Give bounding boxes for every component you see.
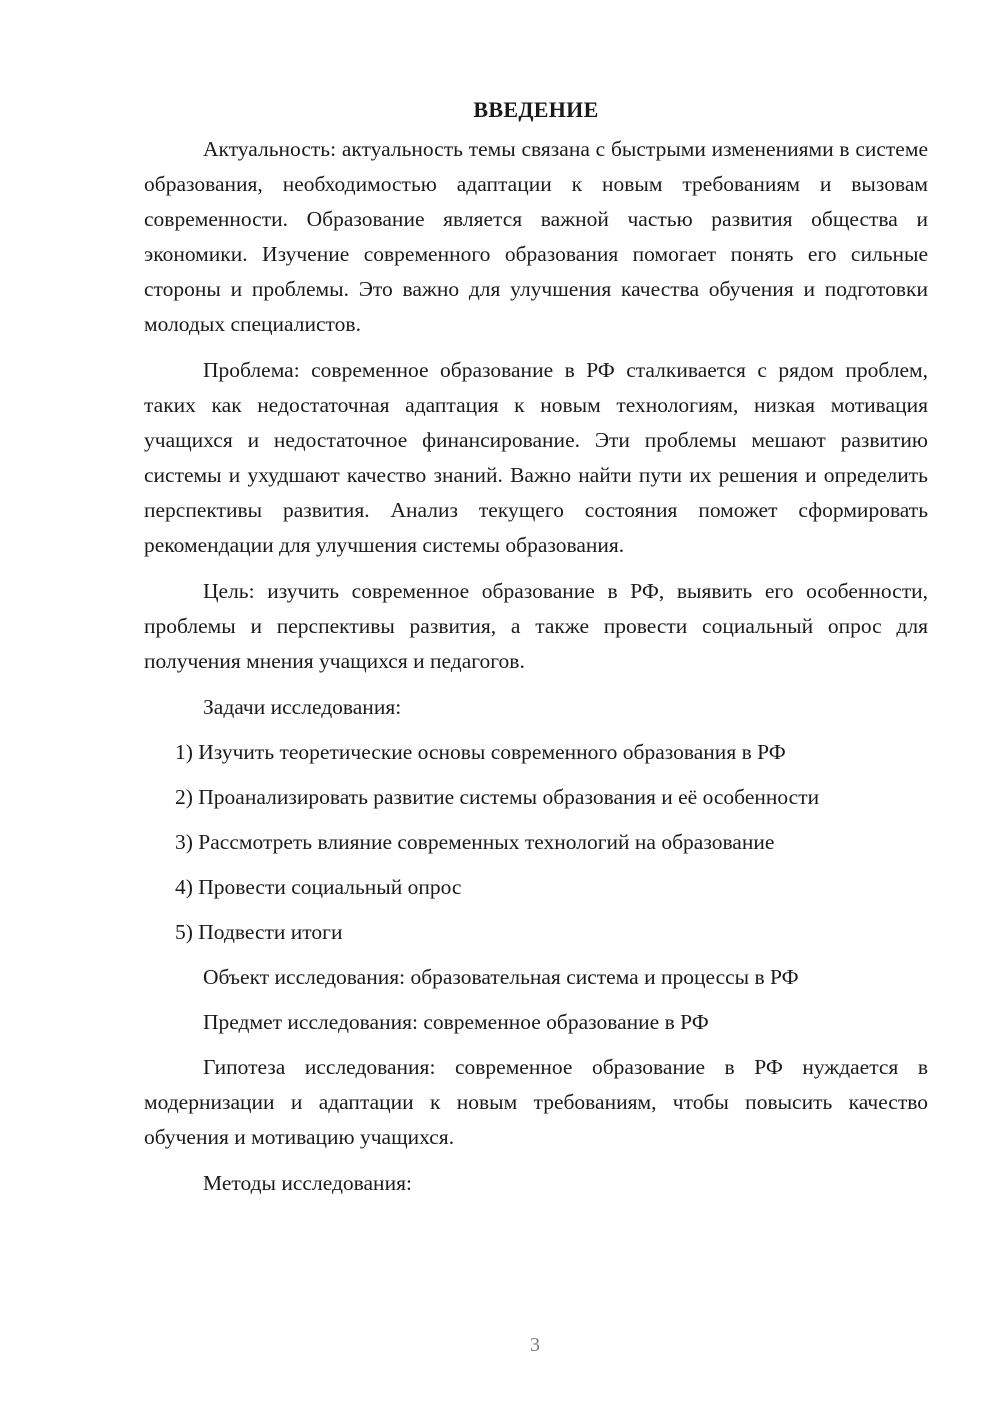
list-item: 3) Рассмотреть влияние современных технологий на образование: [175, 830, 775, 854]
list-item: 1) Изучить теоретические основы современного образования в РФ: [175, 740, 786, 764]
research-subject: Предмет исследования: современное образование в РФ: [203, 1010, 709, 1034]
tasks-heading: Задачи исследования:: [203, 695, 402, 719]
hypothesis-paragraph: Гипотеза исследования: современное образование в РФ нуждается в модернизации и адаптации к новым требованиям, чтобы повысить качество обучения и мотивацию учащихся.: [144, 1055, 928, 1149]
document-page: [144, 92, 928, 1211]
list-item: 2) Проанализировать развитие системы образования и её особенности: [175, 785, 820, 809]
methods-heading: Методы исследования:: [203, 1171, 412, 1195]
relevance-paragraph: Актуальность: актуальность темы связана с быстрыми изменениями в системе образования, необходимостью адаптации к новым требованиям и вызовам современности. Образование является важной частью развития общества и экономики. Изучение современного образования помогает понять его сильные стороны и проблемы. Это важно для улучшения качества обучения и подготовки молодых специалистов.: [144, 137, 928, 336]
page-title: ВВЕДЕНИЕ: [473, 97, 599, 122]
problem-paragraph: Проблема: современное образование в РФ сталкивается с рядом проблем, таких как недостаточная адаптация к новым технологиям, низкая мотивация учащихся и недостаточное финансирование. Эти проблемы мешают развитию системы и ухудшают качество знаний. Важно найти пути их решения и определить перспективы развития. Анализ текущего состояния поможет сформировать рекомендации для улучшения системы образования.: [144, 358, 928, 557]
list-item: 5) Подвести итоги: [175, 920, 343, 944]
tasks-list: [144, 735, 928, 950]
list-item: 4) Провести социальный опрос: [175, 875, 462, 899]
research-object: Объект исследования: образовательная система и процессы в РФ: [203, 965, 799, 989]
goal-paragraph: Цель: изучить современное образование в РФ, выявить его особенности, проблемы и перспективы развития, а также провести социальный опрос для получения мнения учащихся и педагогов.: [144, 579, 928, 673]
page-number: 3: [530, 1334, 540, 1356]
